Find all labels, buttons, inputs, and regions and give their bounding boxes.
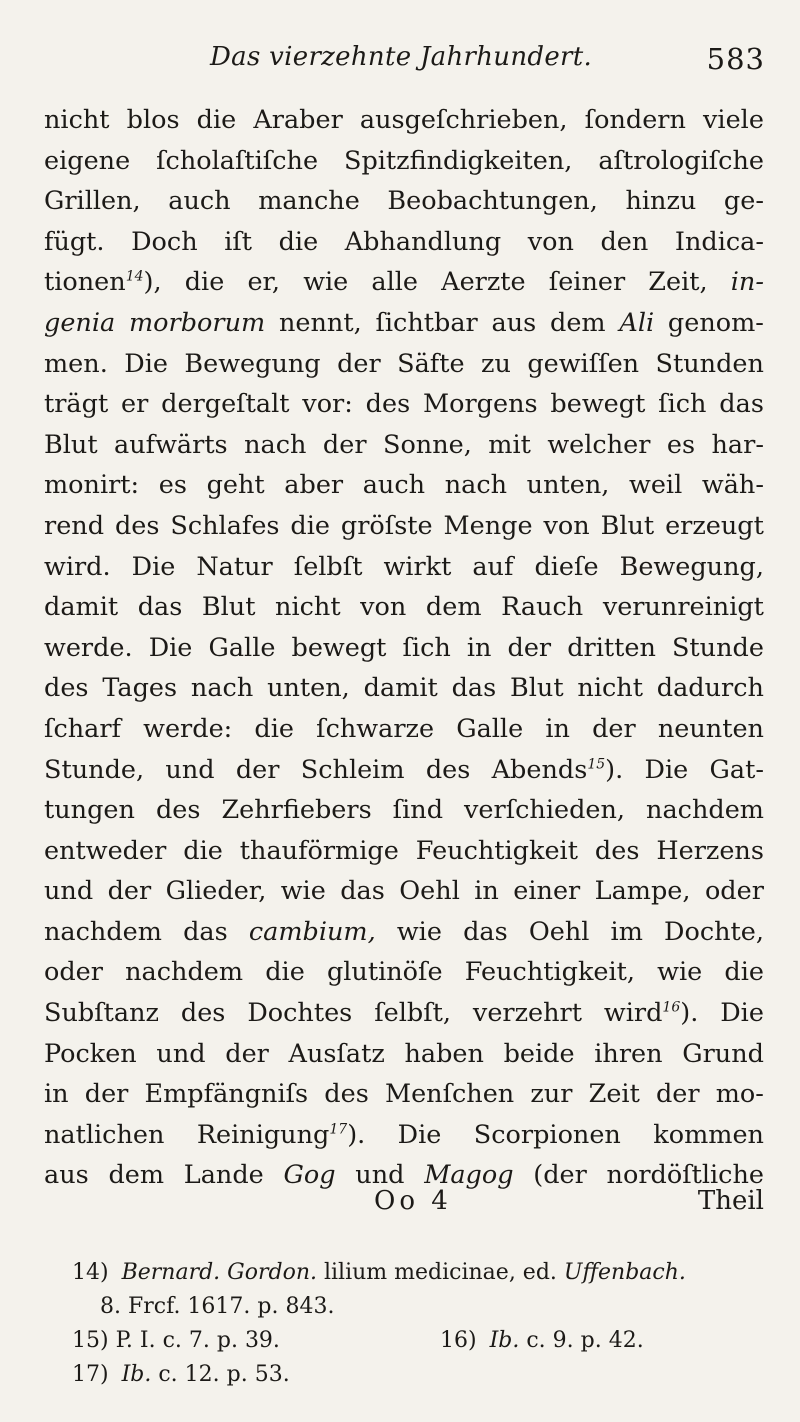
word: wird.: [44, 551, 111, 582]
word: die: [278, 226, 319, 257]
text-line: [44, 750, 764, 791]
word: Ausſatz: [288, 1038, 385, 1069]
word: wäh-: [701, 470, 764, 501]
word: das: [137, 592, 183, 623]
word: Schleim: [300, 754, 405, 785]
word: nordöſtliche: [606, 1160, 764, 1191]
signature-row: [44, 1186, 764, 1226]
word: aus: [44, 1160, 89, 1191]
word: und: [44, 876, 94, 907]
text-line: [44, 871, 764, 912]
word: weil: [629, 470, 683, 501]
word: dadurch: [656, 673, 764, 704]
running-title: Das vierzehnte Jahrhundert.: [210, 42, 593, 72]
word: in: [545, 713, 570, 744]
word: Blut: [600, 510, 655, 541]
word: Abhandlung: [344, 226, 502, 257]
word: ſelbſt,: [374, 998, 451, 1029]
word: des: [114, 510, 160, 541]
word: Gat-: [709, 754, 764, 785]
word: Lampe,: [594, 876, 691, 907]
text-line: [44, 1034, 764, 1075]
word: Grund: [682, 1038, 764, 1069]
word: Schlafes: [170, 510, 280, 541]
word: ſind: [392, 795, 444, 826]
word: nicht: [275, 592, 341, 623]
word: viele: [703, 105, 764, 135]
word: ſich: [402, 632, 451, 663]
word: Galle: [456, 713, 524, 744]
text-line: [44, 344, 764, 385]
word: die: [265, 957, 305, 988]
word: in: [44, 1079, 69, 1110]
word: Ali: [619, 307, 655, 338]
word: Bewegung: [184, 348, 321, 379]
word: wie: [303, 267, 349, 298]
footnote-15-16-row: [72, 1324, 762, 1358]
word: das: [719, 389, 764, 420]
word: Spitzfindigkeiten,: [343, 145, 573, 176]
word: nachdem: [44, 916, 162, 947]
body-text: [44, 100, 764, 1196]
word: bewegt: [291, 632, 387, 663]
word: die: [183, 835, 223, 866]
running-head: [40, 42, 765, 82]
word: Menſchen: [384, 1079, 515, 1110]
word: ſichtbar: [375, 307, 478, 338]
word: wird$^{16}$).: [603, 998, 699, 1029]
word: die: [724, 957, 764, 988]
footnotes: [72, 1256, 762, 1392]
word: des: [365, 389, 411, 420]
word: nach: [190, 673, 254, 704]
word: verzehrt: [472, 998, 582, 1029]
word: nachdem: [125, 957, 244, 988]
word: morborum: [128, 307, 266, 338]
word: Die: [124, 348, 168, 379]
word: rend: [44, 510, 105, 541]
word: nicht: [577, 673, 643, 704]
word: Die: [720, 998, 764, 1029]
word: glutinöſe: [326, 957, 443, 988]
word: es: [158, 470, 187, 501]
footnote-14: [72, 1256, 762, 1290]
page-number: 583: [706, 42, 765, 76]
word: in: [474, 876, 499, 907]
word: Herzens: [656, 835, 764, 866]
word: nach: [444, 470, 508, 501]
word: Oehl: [399, 876, 460, 907]
word: zu: [481, 348, 511, 379]
word: men.: [44, 348, 108, 379]
word: Lande: [183, 1160, 264, 1191]
word: Dochtes: [247, 998, 353, 1029]
word: der: [107, 876, 152, 907]
word: auf: [472, 551, 514, 582]
word: Zeit,: [648, 267, 708, 298]
text-line: [44, 262, 764, 303]
word: thauförmige: [239, 835, 399, 866]
word: tungen: [44, 795, 135, 826]
word: haben: [404, 1038, 484, 1069]
word: alle: [371, 267, 419, 298]
word: genom-: [667, 307, 764, 338]
word: Indica-: [674, 226, 764, 257]
footnote-number: 14): [72, 1260, 109, 1285]
word: entweder: [44, 835, 167, 866]
word: Feuchtigkeit: [415, 835, 578, 866]
footnote-16: [440, 1324, 644, 1358]
word: hinzu: [625, 186, 697, 217]
word: einer: [513, 876, 581, 907]
footnote-ibid: Ib.: [489, 1328, 520, 1353]
word: dritten: [567, 632, 656, 663]
footnote-17: [72, 1358, 762, 1392]
text-line: [44, 790, 764, 831]
printer-signature: Oo 4: [374, 1186, 452, 1216]
text-line: [44, 628, 764, 669]
word: Natur: [196, 551, 273, 582]
word: dieſe: [534, 551, 599, 582]
word: des: [425, 754, 471, 785]
word: ſcharf: [44, 713, 121, 744]
word: tionen$^{14}$),: [44, 267, 162, 298]
word: Magog: [424, 1160, 514, 1191]
word: geht: [206, 470, 265, 501]
text-line: [44, 222, 764, 263]
word: Blut: [201, 592, 256, 623]
footnote-text: c. 9. p. 42.: [526, 1328, 644, 1353]
text-line: [44, 1074, 764, 1115]
word: natlichen: [44, 1119, 165, 1150]
word: bewegt: [550, 389, 646, 420]
word: erzeugt: [665, 510, 764, 541]
word: unten,: [267, 673, 350, 704]
word: cambium,: [248, 916, 376, 947]
word: werde.: [44, 632, 133, 663]
word: ſcholaſtiſche: [156, 145, 319, 176]
word: das: [183, 916, 228, 947]
word: das: [451, 673, 497, 704]
word: der: [655, 1079, 700, 1110]
word: aber: [284, 470, 344, 501]
footnote-15: 15) P. I. c. 7. p. 39.: [72, 1328, 280, 1353]
word: auch: [168, 186, 231, 217]
word: mit: [488, 429, 531, 460]
text-line: [44, 141, 764, 182]
word: des: [594, 835, 640, 866]
word: werde:: [143, 713, 233, 744]
word: welcher: [547, 429, 651, 460]
word: dergeſtalt: [161, 389, 290, 420]
word: und: [165, 754, 215, 785]
word: trägt: [44, 389, 109, 420]
word: Beobachtungen,: [387, 186, 598, 217]
word: der: [337, 348, 381, 379]
word: Die: [148, 632, 193, 663]
word: Stunde,: [44, 754, 145, 785]
word: der: [225, 1038, 269, 1069]
word: oder: [44, 957, 103, 988]
word: Abends$^{15}$).: [491, 754, 624, 785]
word: Rauch: [501, 592, 584, 623]
word: Aerzte: [441, 267, 526, 298]
word: Tages: [102, 673, 178, 704]
text-line: [44, 181, 764, 222]
word: Zeit: [588, 1079, 640, 1110]
word: Grillen,: [44, 186, 141, 217]
word: Die: [644, 754, 689, 785]
word: wirkt: [383, 551, 452, 582]
word: damit: [363, 673, 438, 704]
word: dem: [425, 592, 482, 623]
word: fügt.: [44, 226, 105, 257]
word: den: [600, 226, 649, 257]
footnote-ibid: Ib.: [121, 1362, 152, 1387]
footnote-text: c. 12. p. 53.: [158, 1362, 290, 1387]
footnote-text: lilium medicinae, ed.: [323, 1260, 557, 1285]
word: von: [527, 226, 574, 257]
word: er: [121, 389, 149, 420]
word: genia: [44, 307, 116, 338]
word: ihren: [594, 1038, 663, 1069]
word: Stunde: [671, 632, 764, 663]
word: nennt,: [278, 307, 362, 338]
word: das: [340, 876, 385, 907]
text-line: [44, 384, 764, 425]
word: die: [196, 105, 237, 135]
word: Zehrfiebers: [221, 795, 372, 826]
word: ſondern: [584, 105, 686, 135]
word: in: [466, 632, 492, 663]
word: unten,: [526, 470, 610, 501]
word: damit: [44, 592, 119, 623]
word: beide: [503, 1038, 575, 1069]
word: wie: [657, 957, 703, 988]
footnote-ref: 14: [125, 268, 144, 285]
footnote-number: 16): [440, 1328, 477, 1353]
word: nicht: [44, 105, 110, 135]
word: dem: [550, 307, 606, 338]
word: aus: [491, 307, 537, 338]
word: ſelbſt: [293, 551, 363, 582]
word: gewiſſen: [527, 348, 640, 379]
word: Scorpionen: [473, 1119, 621, 1150]
text-line: [44, 912, 764, 953]
text-line: [44, 100, 764, 141]
word: har-: [711, 429, 764, 460]
word: Stunden: [655, 348, 764, 379]
word: auch: [362, 470, 426, 501]
footnote-number: 17): [72, 1362, 109, 1387]
word: iſt: [224, 226, 253, 257]
word: Säfte: [397, 348, 465, 379]
footnote-ref: 15: [587, 756, 606, 772]
word: die: [184, 267, 225, 298]
catchword: Theil: [697, 1186, 764, 1216]
word: Morgens: [423, 389, 538, 420]
word: Araber: [253, 105, 343, 135]
word: in-: [730, 267, 764, 298]
word: aſtrologiſche: [598, 145, 764, 176]
word: des: [324, 1079, 369, 1110]
word: ſeiner: [548, 267, 626, 298]
word: Glieder,: [165, 876, 267, 907]
word: wie: [280, 876, 326, 907]
word: Subſtanz: [44, 998, 159, 1029]
word: von: [360, 592, 407, 623]
word: des: [155, 795, 201, 826]
word: blos: [126, 105, 180, 135]
word: mo-: [715, 1079, 764, 1110]
word: Die: [131, 551, 176, 582]
word: Gog: [283, 1160, 336, 1191]
word: Empfängniſs: [144, 1079, 309, 1110]
word: dem: [108, 1160, 165, 1191]
word: Feuchtigkeit,: [464, 957, 636, 988]
word: monirt:: [44, 470, 140, 501]
word: Blut: [44, 429, 98, 460]
word: und: [156, 1038, 206, 1069]
word: oder: [704, 876, 764, 907]
word: der: [84, 1079, 129, 1110]
text-line: [44, 993, 764, 1034]
word: Oehl: [528, 916, 590, 947]
word: manche: [258, 186, 360, 217]
text-line: [44, 303, 764, 344]
word: ausgeſchrieben,: [359, 105, 568, 135]
text-line: [44, 547, 764, 588]
footnote-text: 8. Frcf. 1617. p. 843.: [100, 1294, 335, 1319]
word: die: [254, 713, 294, 744]
word: Dochte,: [664, 916, 764, 947]
word: neunten: [657, 713, 764, 744]
text-line: [44, 831, 764, 872]
word: zur: [530, 1079, 573, 1110]
word: verunreinigt: [602, 592, 764, 623]
word: Bewegung,: [619, 551, 764, 582]
word: nach: [244, 429, 307, 460]
text-line: [44, 465, 764, 506]
word: Die: [397, 1119, 442, 1150]
word: Doch: [131, 226, 198, 257]
word: Galle: [208, 632, 276, 663]
word: der: [507, 632, 552, 663]
text-line: [44, 709, 764, 750]
word: Menge: [443, 510, 533, 541]
word: Sonne,: [382, 429, 472, 460]
word: der: [322, 429, 367, 460]
word: ſich: [658, 389, 707, 420]
word: von: [543, 510, 590, 541]
word: ge-: [723, 186, 764, 217]
text-line: [44, 506, 764, 547]
word: nachdem: [646, 795, 764, 826]
word: er,: [247, 267, 281, 298]
footnote-editor: Uffenbach.: [563, 1260, 686, 1285]
word: aufwärts: [114, 429, 228, 460]
word: kommen: [653, 1119, 764, 1150]
word: der: [235, 754, 280, 785]
word: im: [610, 916, 643, 947]
text-line: [44, 587, 764, 628]
word: gröſste: [340, 510, 433, 541]
word: der: [592, 713, 636, 744]
text-line: [44, 425, 764, 466]
footnote-ref: 17: [329, 1121, 348, 1138]
word: Blut: [510, 673, 564, 704]
word: wie: [396, 916, 442, 947]
word: verſchieden,: [464, 795, 626, 826]
word: und: [355, 1160, 405, 1191]
footnote-14-continuation: [72, 1290, 762, 1324]
text-line: [44, 668, 764, 709]
word: Pocken: [44, 1038, 137, 1069]
word: des: [44, 673, 89, 704]
word: es: [666, 429, 696, 460]
text-line: [44, 952, 764, 993]
word: die: [290, 510, 330, 541]
text-line: [44, 1115, 764, 1156]
word: des: [180, 998, 226, 1029]
word: eigene: [44, 145, 131, 176]
word: vor:: [302, 389, 353, 420]
word: das: [463, 916, 508, 947]
word: Reinigung$^{17}$).: [196, 1119, 366, 1150]
word: (der: [533, 1160, 587, 1191]
footnote-author: Bernard. Gordon.: [121, 1260, 317, 1285]
footnote-ref: 16: [662, 999, 681, 1016]
word: ſchwarze: [316, 713, 435, 744]
